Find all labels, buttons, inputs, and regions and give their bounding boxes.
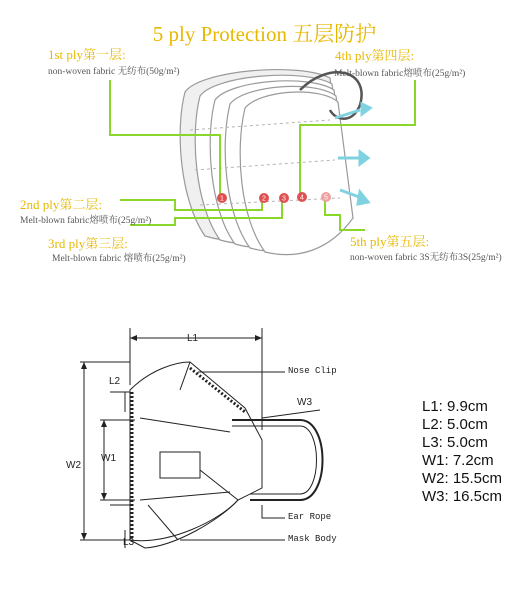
label-l3: L3: [123, 537, 135, 548]
ply-5-description: non-woven fabric 3S无纺布3S(25g/m²): [350, 253, 502, 263]
ply-2-heading: 2nd ply第二层:: [20, 197, 102, 212]
svg-text:3: 3: [282, 195, 286, 203]
ply-5-heading: 5th ply第五层:: [350, 234, 430, 249]
svg-text:2: 2: [262, 195, 266, 203]
label-w2: W2: [66, 460, 81, 471]
page-title: 5 ply Protection 五层防护: [152, 22, 377, 46]
callout-nose-clip: Nose Clip: [288, 366, 337, 376]
ply-3-heading: 3rd ply第三层:: [48, 236, 128, 251]
spec-l1: L1: 9.9cm: [422, 398, 488, 415]
svg-text:4: 4: [300, 194, 304, 202]
label-l2: L2: [109, 376, 121, 387]
ply-1-heading: 1st ply第一层:: [48, 47, 126, 62]
spec-w2: W2: 15.5cm: [422, 470, 503, 487]
callout-ear-rope: Ear Rope: [288, 512, 332, 522]
spec-l2: L2: 5.0cm: [422, 416, 488, 433]
ply-4-heading: 4th ply第四层:: [335, 48, 415, 63]
ply-2-description: Melt-blown fabric熔喷布(25g/m²): [20, 216, 152, 226]
label-w1: W1: [101, 453, 116, 464]
ply-1-description: non-woven fabric 无纺布(50g/m²): [48, 67, 180, 77]
callout-mask-body: Mask Body: [288, 534, 337, 544]
svg-text:5: 5: [324, 194, 328, 202]
label-w3: W3: [297, 397, 312, 408]
spec-w1: W1: 7.2cm: [422, 452, 494, 469]
ply-4-description: Melt-blown fabric熔喷布(25g/m²): [334, 69, 466, 79]
spec-l3: L3: 5.0cm: [422, 434, 488, 451]
svg-text:1: 1: [220, 195, 224, 203]
label-l1: L1: [187, 333, 199, 344]
ply-3-description: Melt-blown fabric 熔喷布(25g/m²): [52, 254, 186, 264]
spec-w3: W3: 16.5cm: [422, 488, 503, 505]
